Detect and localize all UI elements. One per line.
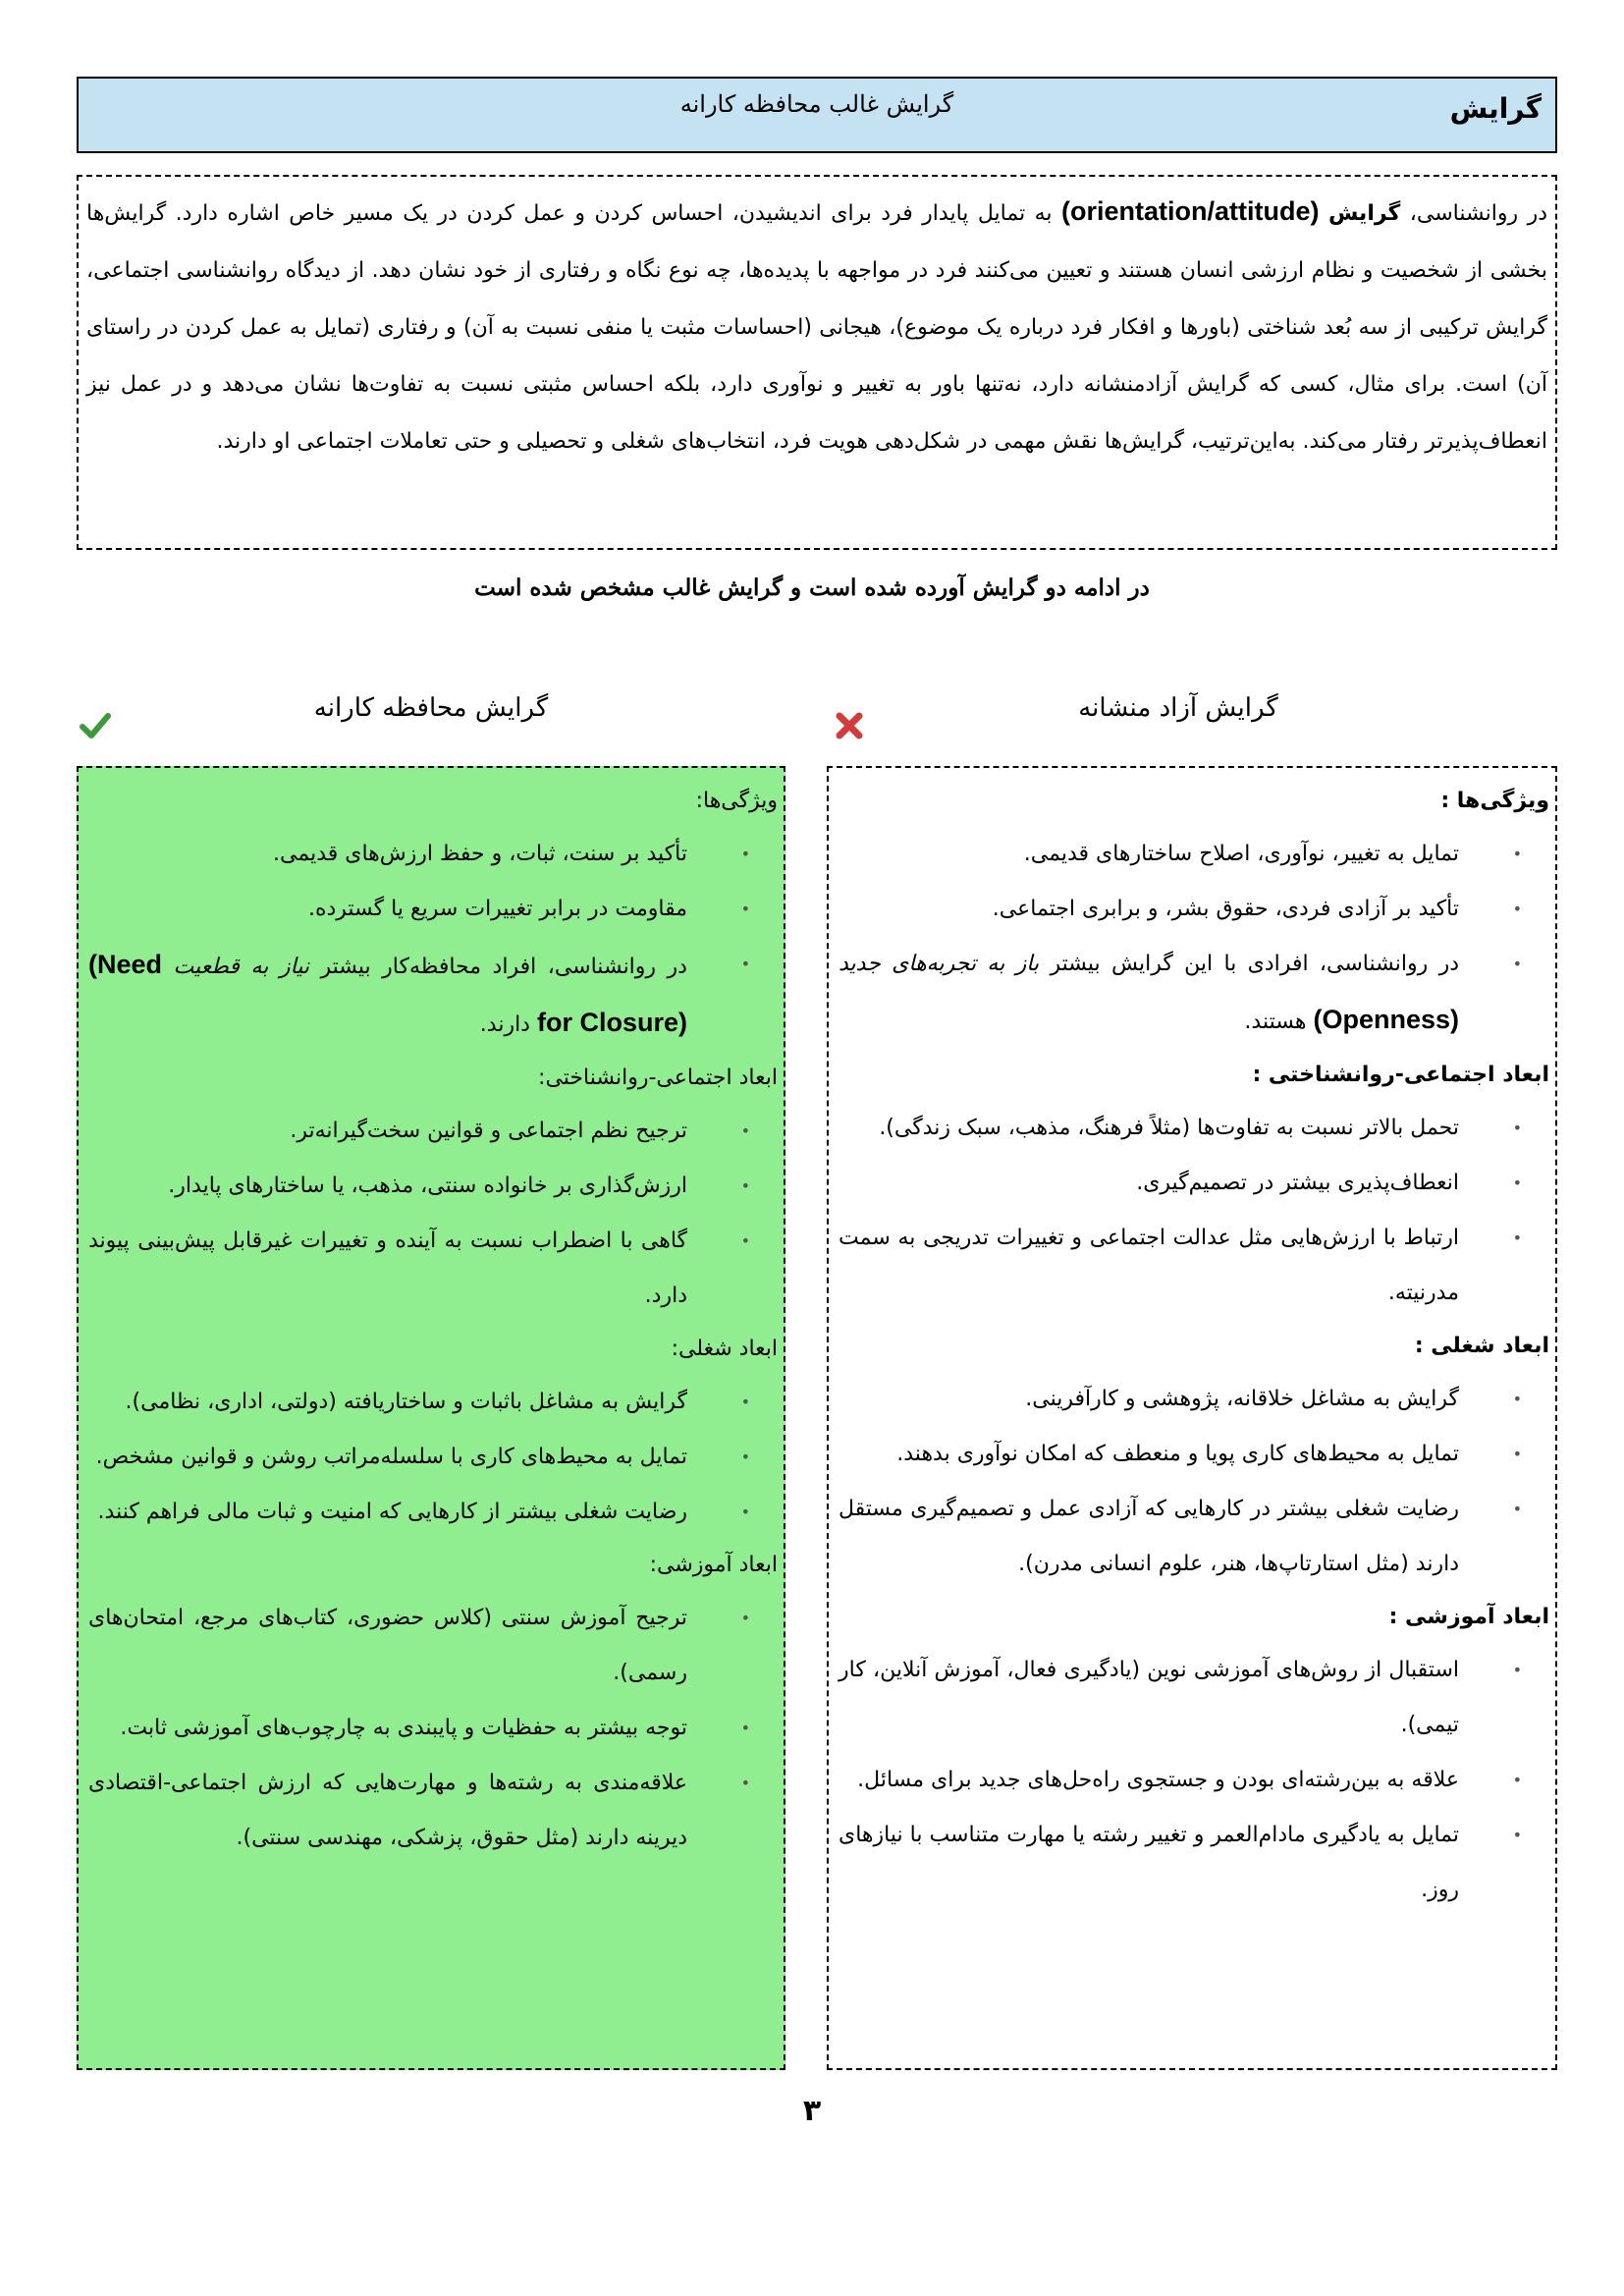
bullet-icon: •: [740, 1503, 750, 1521]
section-heading: ویژگی‌ها :: [1440, 789, 1549, 813]
bullet-icon: •: [1512, 845, 1522, 863]
section-title: گرایش غالب محافظه کارانه: [679, 90, 954, 118]
item-list: [84, 1104, 778, 1324]
item-list: [835, 1101, 1549, 1321]
bullet-icon: •: [1512, 1771, 1522, 1789]
bullet-icon: •: [740, 900, 750, 918]
section-header: [77, 77, 1557, 153]
list-item: • گرایش به مشاغل باثبات و ساختاریافته (دولتی، اداری، نظامی).: [84, 1375, 778, 1430]
left-column-title: گرایش محافظه کارانه: [313, 693, 549, 723]
intro-keyword: گرایش: [1327, 201, 1401, 226]
item-list: [835, 1643, 1549, 1918]
list-item: • تأکید بر آزادی فردی، حقوق بشر، و برابری اجتماعی.: [835, 882, 1549, 937]
list-item: • در روانشناسی، افرادی با این گرایش بیشتر باز به تجربه‌های جدید (Openness) هستند.: [835, 937, 1549, 1050]
bullet-icon: •: [1512, 1445, 1522, 1463]
intro-box: [77, 175, 1557, 550]
list-item: • ترجیح آموزش سنتی (کلاس حضوری، کتاب‌های مرجع، امتحان‌های رسمی).: [84, 1591, 778, 1701]
bullet-icon: •: [1512, 955, 1522, 973]
list-item: • گرایش به مشاغل خلاقانه، پژوهشی و کارآفرینی.: [835, 1372, 1549, 1427]
list-item: • توجه بیشتر به حفظیات و پایبندی به چارچوب‌های آموزشی ثابت.: [84, 1701, 778, 1756]
section-label: گرایش: [1449, 92, 1542, 125]
list-item: • در روانشناسی، افراد محافظه‌کار بیشتر نیاز به قطعیت (Need for Closure) دارند.: [84, 937, 778, 1053]
section-heading: ابعاد شغلی :: [1414, 1334, 1549, 1358]
list-item: • علاقه‌مندی به رشته‌ها و مهارت‌هایی که ارزش اجتماعی-اقتصادی دیرینه دارند (مثل حقوق، پزشکی، مهندسی سنتی).: [84, 1756, 778, 1866]
list-item: • گاهی با اضطراب نسبت به آینده و تغییرات غیرقابل پیش‌بینی پیوند دارد.: [84, 1214, 778, 1324]
bullet-icon: •: [740, 1231, 750, 1250]
list-item: • تأکید بر سنت، ثبات، و حفظ ارزش‌های قدیمی.: [84, 827, 778, 882]
bullet-icon: •: [1512, 1500, 1522, 1518]
item-list: [835, 827, 1549, 1050]
page-number: ۳: [802, 2094, 822, 2128]
section-heading: ابعاد اجتماعی-روانشناختی :: [1252, 1063, 1549, 1087]
item-list: [835, 1372, 1549, 1592]
item-list: [84, 1375, 778, 1540]
list-item: • انعطاف‌پذیری بیشتر در تصمیم‌گیری.: [835, 1156, 1549, 1211]
list-item: • رضایت شغلی بیشتر از کارهایی که امنیت و ثبات مالی فراهم کنند.: [84, 1485, 778, 1540]
bullet-icon: •: [740, 1448, 750, 1466]
section-heading: ابعاد آموزشی :: [1388, 1605, 1549, 1629]
intro-latin-term: (orientation/attitude): [1061, 196, 1320, 226]
list-item: • ارتباط با ارزش‌هایی مثل عدالت اجتماعی و تغییرات تدریجی به سمت مدرنیته.: [835, 1211, 1549, 1321]
bullet-icon: •: [740, 845, 750, 863]
section-heading: ویژگی‌ها:: [695, 789, 778, 813]
conservative-column: [77, 766, 785, 2070]
item-list: [84, 827, 778, 1053]
list-item: • تمایل به تغییر، نوآوری، اصلاح ساختارهای قدیمی.: [835, 827, 1549, 882]
bullet-icon: •: [740, 955, 750, 973]
section-heading: ابعاد آموزشی:: [649, 1553, 778, 1577]
bullet-icon: •: [1512, 1174, 1522, 1192]
bullet-icon: •: [1512, 1826, 1522, 1844]
bullet-icon: •: [1512, 900, 1522, 918]
comparison-subheading: در ادامه دو گرایش آورده شده است و گرایش غالب مشخص شده است: [474, 574, 1150, 601]
item-list: [84, 1591, 778, 1866]
list-item: • تمایل به محیط‌های کاری با سلسله‌مراتب روشن و قوانین مشخص.: [84, 1430, 778, 1485]
section-heading: ابعاد اجتماعی-روانشناختی:: [538, 1066, 778, 1090]
list-item: • استقبال از روش‌های آموزشی نوین (یادگیری فعال، آموزش آنلاین، کار تیمی).: [835, 1643, 1549, 1753]
bullet-icon: •: [740, 1176, 750, 1195]
cross-icon: [833, 709, 866, 742]
liberal-column: [827, 766, 1557, 2070]
bullet-icon: •: [740, 1609, 750, 1627]
check-icon: [79, 709, 112, 742]
right-column-title: گرایش آزاد منشانه: [1078, 693, 1278, 723]
bullet-icon: •: [740, 1719, 750, 1737]
bullet-icon: •: [1512, 1390, 1522, 1408]
list-item: • رضایت شغلی بیشتر در کارهایی که آزادی عمل و تصمیم‌گیری مستقل دارند (مثل استارتاپ‌ها، هنر، علوم انسانی مدرن).: [835, 1482, 1549, 1592]
bullet-icon: •: [740, 1393, 750, 1411]
list-item: • تحمل بالاتر نسبت به تفاوت‌ها (مثلاً فرهنگ، مذهب، سبک زندگی).: [835, 1101, 1549, 1156]
bullet-icon: •: [1512, 1661, 1522, 1679]
list-item: • ارزش‌گذاری بر خانواده سنتی، مذهب، یا ساختارهای پایدار.: [84, 1159, 778, 1214]
list-item: • تمایل به یادگیری مادام‌العمر و تغییر رشته یا مهارت متناسب با نیازهای روز.: [835, 1808, 1549, 1918]
bullet-icon: •: [1512, 1119, 1522, 1137]
list-item: • مقاومت در برابر تغییرات سریع یا گسترده.: [84, 882, 778, 937]
bullet-icon: •: [1512, 1229, 1522, 1247]
list-item: • علاقه به بین‌رشته‌ای بودن و جستجوی راه‌حل‌های جدید برای مسائل.: [835, 1753, 1549, 1808]
bullet-icon: •: [740, 1121, 750, 1140]
list-item: • تمایل به محیط‌های کاری پویا و منعطف که امکان نوآوری بدهند.: [835, 1427, 1549, 1482]
intro-paragraph: در روانشناسی، گرایش (orientation/attitude) به تمایل پایدار فرد برای اندیشیدن، احساس کردن و عمل کردن در یک مسیر خاص اشاره دارد. گرایش‌ها بخشی از شخصیت و نظام ارزشی انسان هستند و تعیین می‌کنند فرد در مواجهه با پدیده‌ها، چه نوع نگاه و رفتاری از خود نشان دهد. از دیدگاه روانشناسی اجتماعی، گرایش ترکیبی از سه بُعد شناختی (باورها و افکار فرد درباره یک موضوع)، هیجانی (احساسات مثبت یا منفی نسبت به آن) و رفتاری (تمایل به عمل کردن در راستای آن) است. برای مثال، کسی که گرایش آزادمنشانه دارد، نه‌تنها باور به تغییر و نوآوری دارد، بلکه احساس مثبتی نسبت به تفاوت‌ها نشان می‌دهد و در عمل نیز انعطاف‌پذیرتر رفتار می‌کند. به‌این‌ترتیب، گرایش‌ها نقش مهمی در شکل‌دهی هویت فرد، انتخاب‌های شغلی و تحصیلی و حتی تعاملات اجتماعی او دارند.: [86, 196, 1547, 454]
list-item: • ترجیح نظم اجتماعی و قوانین سخت‌گیرانه‌تر.: [84, 1104, 778, 1159]
bullet-icon: •: [740, 1774, 750, 1792]
section-heading: ابعاد شغلی:: [671, 1337, 778, 1361]
